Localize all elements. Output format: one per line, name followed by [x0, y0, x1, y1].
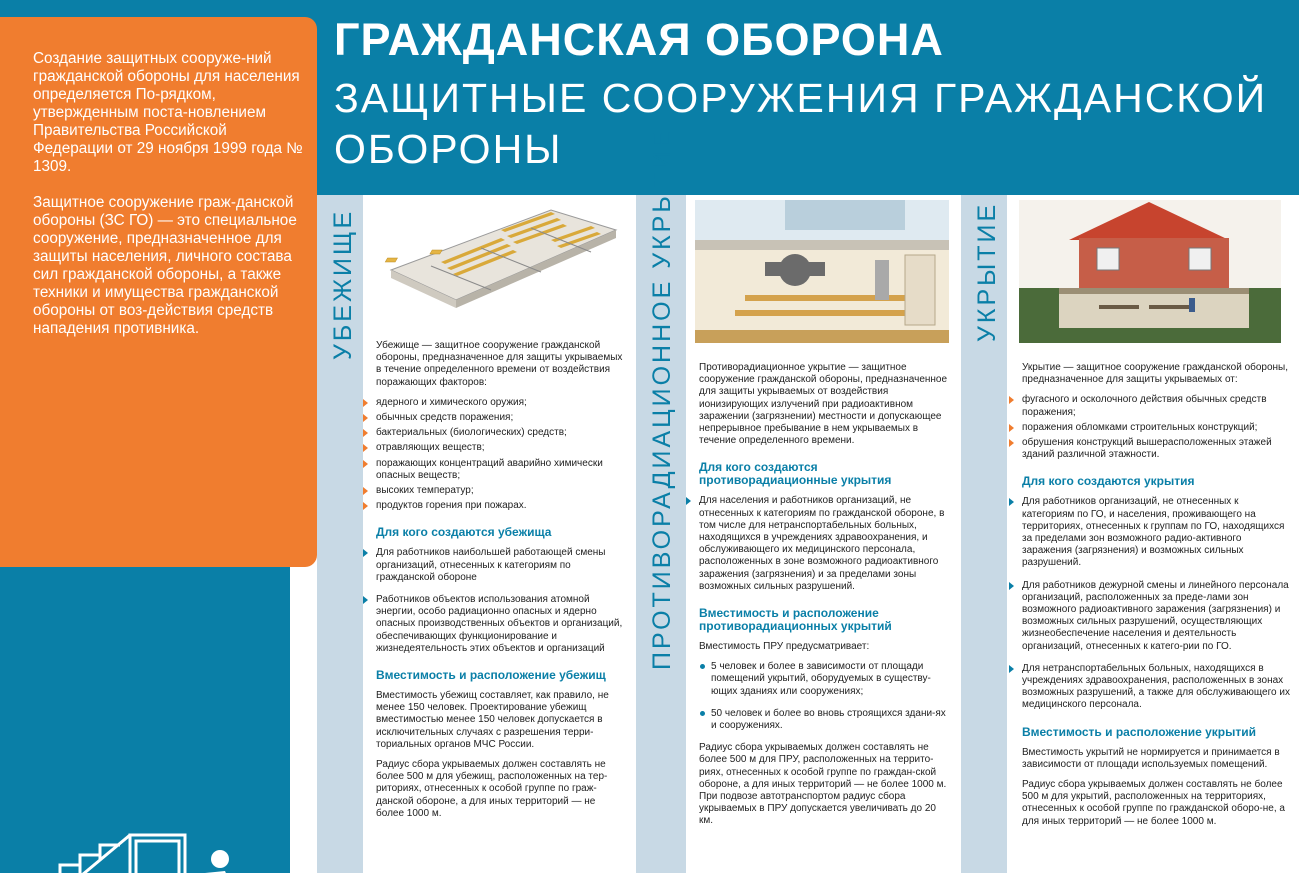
col1-capacity-1: Вместимость убежищ составляет, как правило, не менее 150 человек. Проектирование убежищ вместимостью менее 150 человек допускается в исключительных случаях с разрешения терри-ториальных органов МЧС России.: [376, 690, 609, 750]
list-item: Работников объектов использования атомной энергии, особо радиационно опасных и ядерно опасных производственных объектов и организаций, обеспечивающих функционирование и жизнедеятельность этих объектов и организаций: [376, 594, 626, 655]
col2-capacity-list: [699, 661, 951, 732]
list-item: продуктов горения при пожарах.: [376, 500, 626, 512]
col2-heading-capacity: Вместимость и расположение противорадиационных укрытий: [699, 606, 892, 634]
col1-heading-for: Для кого создаются убежища: [376, 525, 552, 540]
list-item: поражения обломками строительных конструкций;: [1022, 422, 1290, 434]
list-item: 5 человек и более в зависимости от площади помещений укрытий, оборудуемых в существу-ющих зданиях или сооружениях;: [711, 661, 951, 698]
list-item: 50 человек и более во вновь строящихся здани-ях и сооружениях.: [711, 708, 951, 732]
cover-house-image: [1019, 200, 1281, 343]
col3-heading-for: Для кого создаются укрытия: [1022, 474, 1195, 489]
col2-capacity-intro: Вместимость ПРУ предусматривает:: [699, 641, 870, 653]
radiation-shelter-image: [695, 200, 949, 343]
col1-intro: Убежище — защитное сооружение гражданской обороны, предназначенное для защиты укрываемых в течение определенного времени от воздействия поражающих факторов:: [376, 340, 623, 388]
list-item: обычных средств поражения;: [376, 412, 626, 424]
list-item: Для нетранспортабельных больных, находящихся в учреждениях здравоохранения, расположенных в зонах возможных разрушений, а также для обслуживающего их медицинского персонала.: [1022, 662, 1290, 711]
col2-text: [699, 362, 951, 836]
list-item: обрушения конструкций вышерасположенных этажей зданий различной этажности.: [1022, 437, 1290, 461]
col2-intro: Противорадиационное укрытие — защитное сооружение гражданской обороны, предназначенное для защиты укрываемых от воздействия ионизирующих излучений при радиоактивном заражении (загрязнении) местности и допускающее непрерывное пребывание в нем укрываемых в течение определенного времени.: [699, 362, 948, 447]
col2-for-list: [699, 495, 951, 593]
list-item: фугасного и осколочного действия обычных средств поражения;: [1022, 394, 1290, 418]
page-subtitle: ЗАЩИТНЫЕ СООРУЖЕНИЯ ГРАЖДАНСКОЙ ОБОРОНЫ: [334, 75, 1268, 172]
column-shelter: [363, 195, 636, 873]
col2-heading-for: Для кого создаются противорадиационные укрытия: [699, 460, 892, 488]
intro-box: [0, 17, 317, 567]
list-item: бактериальных (биологических) средств;: [376, 427, 626, 439]
page-title: ГРАЖДАНСКАЯ ОБОРОНА: [334, 14, 944, 65]
col3-capacity-1: Вместимость укрытий не нормируется и принимается в зависимости от площади используемых помещений.: [1022, 746, 1280, 770]
shelter-plan-image: [381, 200, 621, 325]
col1-label: УБЕЖИЩЕ: [329, 208, 357, 360]
list-item: Для работников дежурной смены и линейного персонала организаций, расположенных за преде-лами зон возможного радиоактивного заражения (загрязнения) и возможных сильных разрушений, осуществляющих жизнеобеспечение населения и деятельность организаций, отнесенных к катего-рии по ГО.: [1022, 579, 1289, 652]
list-item: Для работников наибольшей работающей смены организаций, отнесенных к категориям по гражданской обороне: [376, 547, 626, 584]
col3-heading-capacity: Вместимость и расположение укрытий: [1022, 724, 1256, 739]
list-item: Для работников организаций, не отнесенных к категориям по ГО, и населения, проживающего на территориях, отнесенных к группам по ГО, находящихся за пределами зон возможного радио-активного заражения (загрязнения) и возможных сильных разрушений.: [1022, 496, 1290, 569]
col2-label: ПРОТИВОРАДИАЦИОННОЕ УКРЫТИЕ: [648, 128, 676, 670]
list-item: высоких температур;: [376, 485, 626, 497]
list-item: поражающих концентраций аварийно химически опасных веществ;: [376, 458, 626, 482]
col1-heading-capacity: Вместимость и расположение убежищ: [376, 668, 606, 683]
list-item: ядерного и химического оружия;: [376, 397, 626, 409]
column-radiation-shelter: [686, 195, 961, 873]
column-cover: [1007, 195, 1299, 873]
stripe-col2: [636, 128, 686, 873]
running-man-exit-icon: [0, 825, 290, 873]
intro-text-2: Защитное сооружение граж-данской обороны (ЗС ГО) — это специальное сооружение, предназначенное для защиты населения, личного состава сил гражданской обороны, а также техники и имущества гражданской обороны от воз-действия средств нападения противника.: [33, 194, 297, 337]
stripe-col3: [961, 195, 1007, 873]
list-item: Для населения и работников организаций, не отнесенных к категориям по гражданской обороне, в том числе для нетранспортабельных больных, находящихся в учреждениях здравоохранения, и обслуживающего их медицинского персонала, расположенных в зоне возможного радиоактивного заражения (загрязнения) и за пределами зоны возможных сильных разрушений.: [699, 495, 951, 593]
col3-label: УКРЫТИЕ: [973, 201, 1001, 342]
intro-text-1: Создание защитных сооруже-ний гражданской обороны для населения определяется По-рядком, утвержденным поста-новлением Правительства Российской Федерации от 29 ноября 1999 года № 1309.: [33, 50, 303, 175]
stripe-col1: [317, 195, 363, 873]
col3-for-list: [1022, 496, 1290, 711]
col3-text: [1022, 362, 1290, 836]
list-item: отравляющих веществ;: [376, 442, 626, 454]
col1-factor-list: [376, 397, 626, 513]
col2-capacity-2: Радиус сбора укрываемых должен составлять не более 500 м для ПРУ, расположенных на террито-риях, отнесенных к особой группе по граждан-ской обороне, а для иных территорий — не более 1000 м. При подвозе автотранспортом радиус сбора укрываемых в ПРУ допускается увеличивать до 20 км.: [699, 742, 947, 827]
col3-factor-list: [1022, 394, 1290, 461]
col1-text: [376, 340, 626, 828]
col3-capacity-2: Радиус сбора укрываемых должен составлять не более 500 м для укрытий, расположенных на территориях, отнесенных к особой группе по гражданской оборо-не, а для иных территорий — не более 1000 м.: [1022, 779, 1285, 827]
col1-capacity-2: Радиус сбора укрываемых должен составлять не более 500 м для убежищ, расположенных на тер-риториях, отнесенных к особой группе по граж-данской обороне, а для иных территорий — не более 1000 м.: [376, 759, 608, 819]
col3-intro: Укрытие — защитное сооружение гражданской обороны, предназначенное для защиты укрываемых от:: [1022, 362, 1289, 386]
col1-for-list: [376, 547, 626, 655]
